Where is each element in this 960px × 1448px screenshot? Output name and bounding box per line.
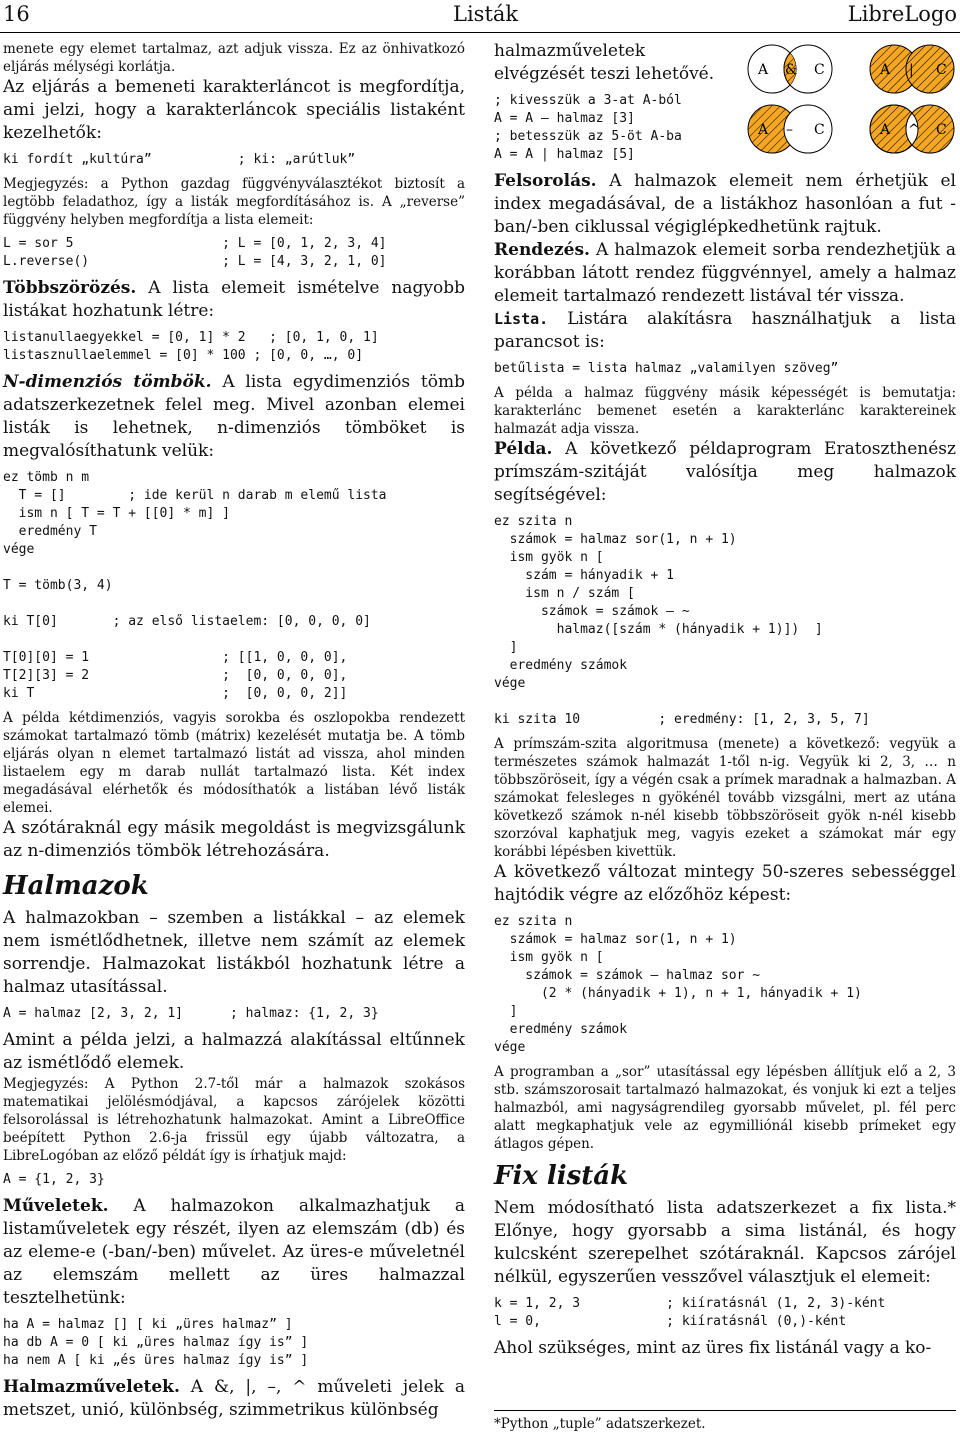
venn-label-a: A [758, 62, 769, 78]
code-block: A = halmaz [2, 3, 2, 1] ; halmaz: {1, 2, 3} [3, 1006, 379, 1021]
code-block: ; kivesszük a 3-at A-ból A = A – halmaz [3] ; betesszük az 5-öt A-ba A = A | halmaz [5] [494, 93, 682, 162]
paragraph: A példa kétdimenziós, vagyis sorokba és oszlopokba rendezett számokat tartalmazó tömb (mátrix) kezelését mutatja be. A tömb eljárás olyan n elemet tartalmazó listát ad vissza, ahol minden listaelem egy m darab nullát tartalmazó lista. Két index megadásával elérhetők és módosíthatók a listában lévő listák elemei. [3, 710, 465, 816]
venn-label-c: C [936, 62, 947, 78]
run-in-heading: Lista. [494, 310, 549, 328]
code-block: A = {1, 2, 3} [3, 1172, 105, 1187]
section-heading: Fix listák [494, 1161, 629, 1191]
code-block: ki fordít „kultúra” ; ki: „arútluk” [3, 152, 356, 167]
paragraph: A szótáraknál egy másik megoldást is megvizsgálunk az n-dimenziós tömbök létrehozására. [3, 818, 465, 861]
run-in-heading: N-dimenziós tömbök. [3, 372, 212, 392]
venn-op: & [785, 62, 798, 78]
paragraph: Műveletek. A halmazokon alkalmazhatjuk a listaműveletek egy részét, ilyen az elemszám (db) és az eleme-e (-ban/-ben) művelet. Az üres-e műveletnél az elemszám mellett az üres halmazzal tesztelhetünk: [3, 1196, 465, 1308]
paragraph: Ahol szükséges, mint az üres fix listánál vagy a ko- [494, 1338, 932, 1358]
paragraph: Amint a példa jelzi, a halmazzá alakítással eltűnnek az ismétlődő elemek. [3, 1030, 465, 1073]
venn-op: – [786, 122, 793, 138]
paragraph: A programban a „sor” utasítással egy lépésben állítjuk elő a 2, 3 stb. számszorosait tartalmazó halmazokat, és vonjuk ki ezt a teljes halmazból, ami nagyságrendileg gyorsabb művelet, pl. fél perc alatt megkaphatjuk vele az egymilliónál kisebb prímeket egy átlagos gépen. [494, 1064, 956, 1152]
paragraph: Halmazműveletek. A &, |, –, ^ műveleti jelek a metszet, unió, különbség, szimmetrikus különbség [3, 1377, 465, 1420]
paragraph: Lista. Listára alakításra használhatjuk a lista parancsot is: [494, 309, 956, 352]
run-in-heading: Műveletek. [3, 1196, 109, 1216]
run-in-heading: Többszörözés. [3, 278, 137, 298]
code-block: ez tömb n m T = [] ; ide kerül n darab m elemű lista ism n [ T = T + [[0] * m] ] eredmény T vége T = tömb(3, 4) ki T[0] ; az első listaelem: [0, 0, 0, 0] T[0][0] = 1 ; [[1, 0, 0, 0], T[2][3] = 2 ; [0, 0, 0, 0], ki T ; [0, 0, 0, 2]] [3, 470, 387, 701]
code-block: betűlista = lista halmaz „valamilyen szöveg” [494, 361, 839, 376]
page-header [0, 0, 960, 33]
left-column [3, 40, 465, 1422]
venn-label-c: C [936, 122, 947, 138]
section-title: Listák [453, 2, 519, 26]
code-block: listanullaegyekkel = [0, 1] * 2 ; [0, 1, 0, 1] listasznullaelemmel = [0] * 100 ; [0, 0, …, 0] [3, 330, 379, 363]
paragraph: A prímszám-szita algoritmusa (menete) a következő: vegyük a természetes számok halmazát 1-től n-ig. Vegyük ki 2, 3, … n többszöröseit, így a végén csak a prímek maradnak a halmazban. A számokat felesleges n gyökénél tovább vizsgálni, mert az utána következő számok n-nél kisebb többszöröseit gyök n-nél kisebb szorzóval kaphatjuk meg, vagyis ezeket a számokat már egy korábbi lépésben kivettük. [494, 736, 956, 860]
venn-op: | [909, 62, 914, 78]
running-title: LibreLogo [847, 2, 957, 26]
code-block: ez szita n számok = halmaz sor(1, n + 1) ism gyök n [ szám = hányadik + 1 ism n / szám [ számok = számok – ~ halmaz([szám * (hányadik + 1)]) ] ] eredmény számok vége ki szita 10 ; eredmény: [1, 2, 3, 5, 7] [494, 514, 870, 727]
paragraph: halmazműveletek elvégzését teszi lehetővé. [494, 41, 715, 84]
code-block: L = sor 5 ; L = [0, 1, 2, 3, 4] L.reverse() ; L = [4, 3, 2, 1, 0] [3, 236, 387, 269]
code-block: k = 1, 2, 3 ; kiíratásnál (1, 2, 3)-ként l = 0, ; kiíratásnál (0,)-ként [494, 1296, 886, 1329]
venn-label-a: A [880, 122, 891, 138]
paragraph: Példa. A következő példaprogram Eratoszthenész prímszám-szitáját valósítja meg halmazok segítségével: [494, 439, 956, 505]
page-number: 16 [3, 2, 30, 26]
run-in-heading: Példa. [494, 439, 553, 459]
paragraph: A következő változat mintegy 50-szeres sebességgel hajtódik végre az előzőhöz képest: [494, 862, 956, 905]
paragraph: A példa a halmaz függvény másik képességét is bemutatja: karakterlánc bemenet esetén a karakterlánc karaktereinek halmazát adja vissza. [494, 385, 956, 437]
section-heading: Halmazok [3, 871, 149, 901]
code-block: ez szita n számok = halmaz sor(1, n + 1) ism gyök n [ számok = számok – halmaz sor ~ (2 * (hányadik + 1), n + 1, hányadik + 1) ] eredmény számok vége [494, 914, 862, 1055]
code-block: ha A = halmaz [] [ ki „üres halmaz” ] ha db A = 0 [ ki „üres halmaz így is” ] ha nem A [ ki „és üres halmaz így is” ] [3, 1317, 309, 1368]
paragraph: Többszörözés. A lista elemeit ismételve nagyobb listákat hozhatunk létre: [3, 278, 465, 321]
paragraph: A halmazokban – szemben a listákkal – az elemek nem ismétlődhetnek, illetve nem számít az elemek sorrendje. Halmazokat listákból hozhatunk létre a halmaz utasítással. [3, 908, 465, 997]
paragraph: menete egy elemet tartalmaz, azt adjuk vissza. Ez az önhivatkozó eljárás mélységi korlátja. [3, 41, 465, 75]
venn-label-a: A [880, 62, 891, 78]
paragraph: Rendezés. A halmazok elemeit sorba rendezhetjük a korábban látott rendez függvénnyel, amely a halmaz elemeit tartalmazó rendezett listával tér vissza. [494, 240, 956, 306]
venn-label-c: C [814, 122, 825, 138]
venn-label-c: C [814, 62, 825, 78]
footnote: *Python „tuple” adatszerkezet. [494, 1410, 956, 1433]
run-in-heading: Halmazműveletek. [3, 1377, 180, 1397]
venn-op: ^ [908, 122, 920, 138]
run-in-heading: Felsorolás. [494, 171, 597, 191]
paragraph: N-dimenziós tömbök. A lista egydimenziós tömb adatszerkezetnek felel meg. Mivel azonban elemei listák is lehetnek, n-dimenziós tömböket is megvalósíthatunk velük: [3, 372, 465, 461]
venn-label-a: A [758, 122, 769, 138]
note: Megjegyzés: A Python 2.7-től már a halmazok szokásos matematikai jelölésmódjával, a kapcsos zárójelek közötti felsorolással is létrehozhatunk halmazokat. Amint a LibreOffice beépített Python 2.6-ja frissül egy újabb változatra, a LibreLogóban az előző példát így is írhatjuk majd: [3, 1076, 465, 1164]
paragraph: Nem módosítható lista adatszerkezet a fix lista.* Előnye, hogy gyorsabb a sima listánál, és hogy kulcsként szerepelhet szótáraknál. Kapcsos zárójel nélkül, egyszerűen vesszővel választjuk el elemeit: [494, 1198, 956, 1287]
right-column [494, 40, 956, 1360]
note: Megjegyzés: a Python gazdag függvényválasztékot biztosít a legtöbb feladathoz, így a listák megfordításához is. A „reverse” függvény helyben megfordítja a lista elemeit: [3, 176, 465, 228]
run-in-heading: Rendezés. [494, 240, 590, 260]
paragraph: Az eljárás a bemeneti karakterláncot is megfordítja, ami jelzi, hogy a karakterláncok speciális listaként kezelhetők: [3, 77, 465, 143]
paragraph: Felsorolás. A halmazok elemeit nem érhetjük el index megadásával, de a listákhoz hasonlóan a fut -ban/-ben ciklussal végiglépkedhetünk rajtuk. [494, 171, 956, 237]
